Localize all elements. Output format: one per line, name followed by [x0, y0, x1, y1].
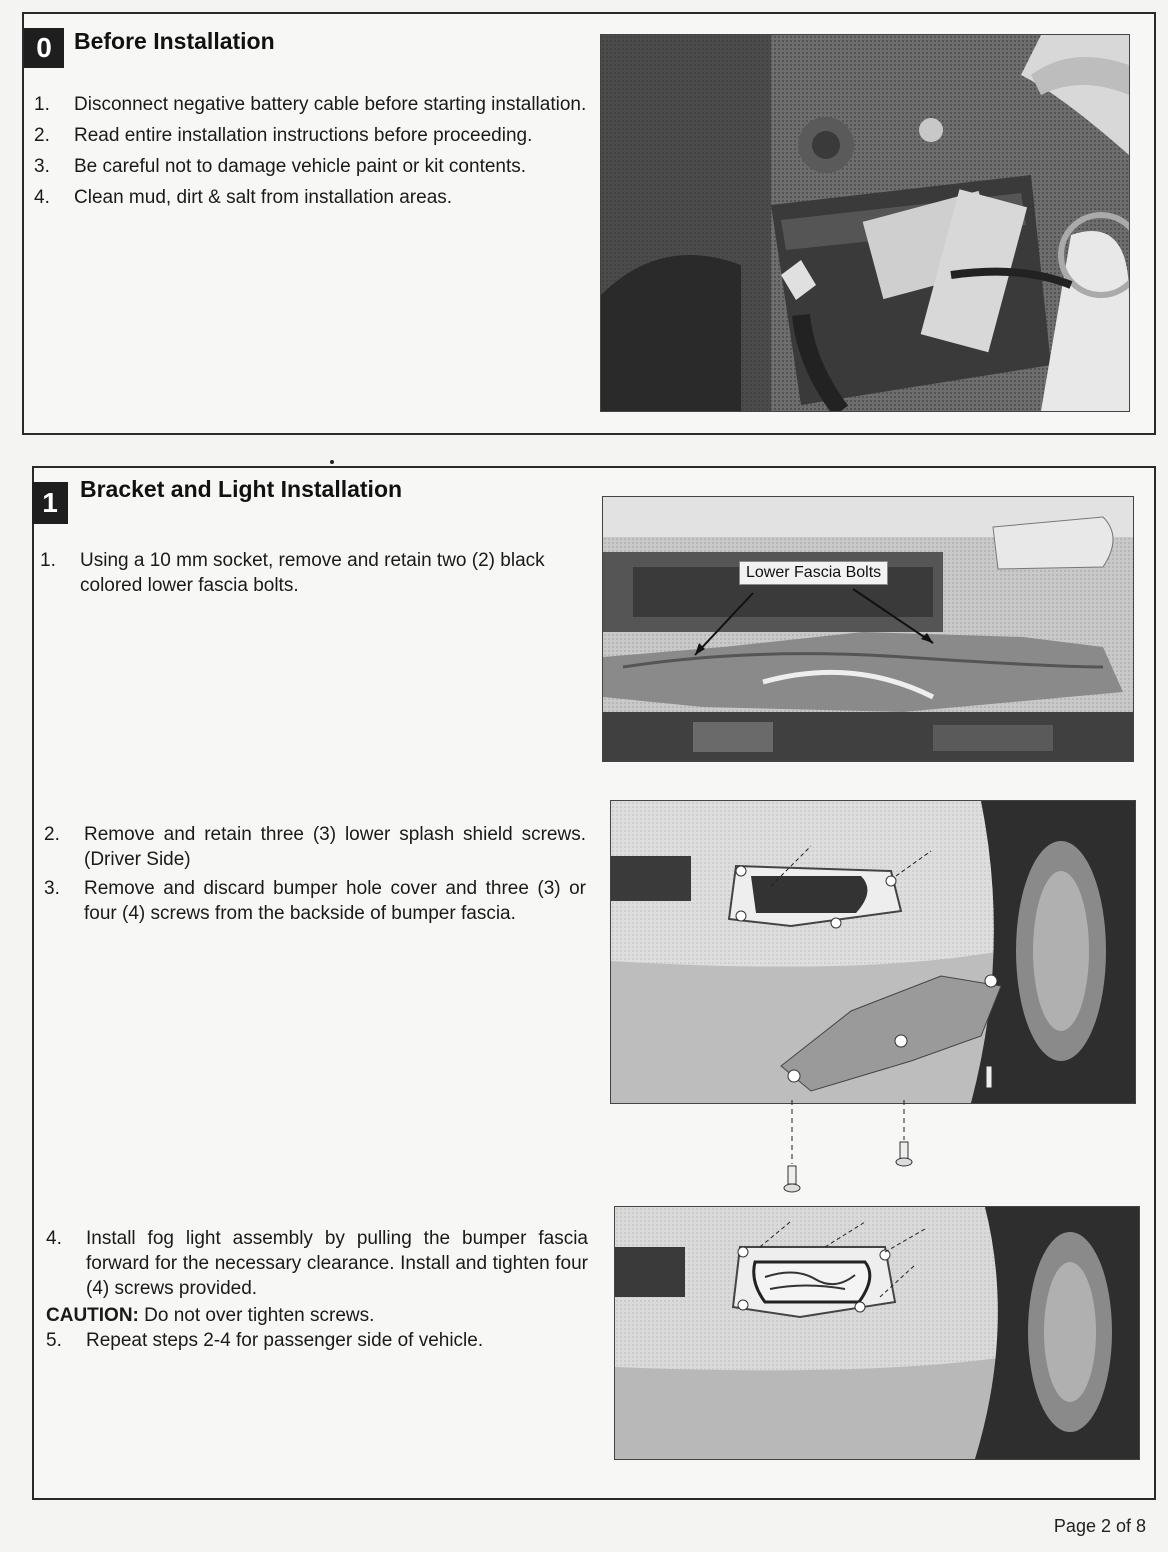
- page-number: Page 2 of 8: [1053, 1516, 1146, 1536]
- step-number-badge: 1: [32, 482, 68, 524]
- section-before-installation: [22, 12, 1156, 435]
- battery-terminal-photo: [600, 34, 1130, 412]
- list-item: 4. Install fog light assembly by pulling the bumper fascia forward for the necessary clearance. Install and tighten four (4) screws provided.: [46, 1228, 588, 1299]
- step-number-badge: 0: [24, 28, 64, 68]
- caution-label: CAUTION:: [46, 1305, 139, 1326]
- instruction-list: [46, 1226, 588, 1301]
- stray-mark: [330, 460, 334, 464]
- lower-fascia-bolts-photo: [602, 496, 1134, 762]
- list-item: 2. Remove and retain three (3) lower splash shield screws. (Driver Side): [44, 824, 586, 870]
- list-item: 5. Repeat steps 2-4 for passenger side of vehicle.: [46, 1330, 484, 1351]
- screw-diagram-icon: [774, 1100, 914, 1196]
- section-title: Bracket and Light Installation: [80, 476, 403, 502]
- list-item: 4. Clean mud, dirt & salt from installation areas.: [34, 187, 453, 208]
- section-bracket-light-installation: [32, 466, 1156, 1500]
- instruction-list: [44, 822, 586, 926]
- instruction-list: [34, 92, 594, 210]
- list-item: 3. Be careful not to damage vehicle paint or kit contents.: [34, 156, 527, 177]
- list-item: 2. Read entire installation instructions before proceeding.: [34, 125, 533, 146]
- instruction-list: [46, 1328, 588, 1353]
- caution-note: [46, 1303, 374, 1328]
- list-item: 1. Disconnect negative battery cable before starting installation.: [34, 94, 587, 115]
- caution-text: Do not over tighten screws.: [144, 1305, 375, 1326]
- bumper-hole-cover-photo: [610, 800, 1136, 1104]
- fog-light-installation-photo: [614, 1206, 1140, 1460]
- instruction-list: [40, 548, 588, 598]
- section-title: Before Installation: [74, 28, 275, 54]
- list-item: 3. Remove and discard bumper hole cover and three (3) or four (4) screws from the backside of bumper fascia.: [44, 878, 586, 924]
- list-item: 1. Using a 10 mm socket, remove and retain two (2) black colored lower fascia bolts.: [40, 550, 545, 596]
- callout-label: Lower Fascia Bolts: [739, 561, 888, 585]
